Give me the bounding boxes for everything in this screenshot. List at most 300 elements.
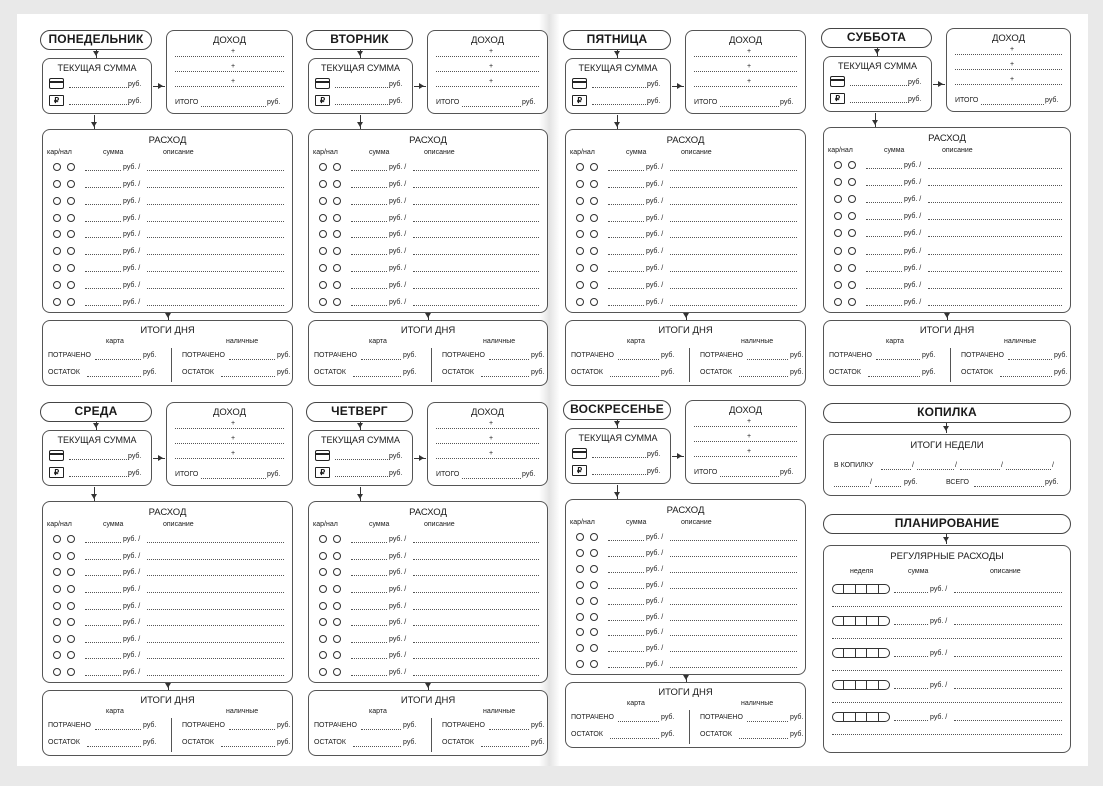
rub-slash-label: руб. / [123, 585, 141, 593]
plus-label: + [489, 48, 494, 55]
card-radio [53, 281, 61, 289]
rub-label: руб. [908, 79, 922, 86]
cash-radio [590, 247, 598, 255]
description-line [413, 559, 539, 560]
amount-line [351, 559, 387, 560]
rub-label: руб. [1054, 369, 1068, 376]
card-radio [53, 247, 61, 255]
cash-radio [333, 585, 341, 593]
piggy-line [1006, 469, 1051, 470]
card-radio [53, 635, 61, 643]
rub-slash-label: руб. / [646, 645, 664, 653]
rub-label: руб. [790, 352, 804, 359]
arrow-icon [946, 423, 947, 433]
remainder-line [739, 376, 788, 377]
card-label: карта [886, 338, 904, 345]
expense-box [565, 129, 806, 313]
remainder-label: ОСТАТОК [571, 731, 603, 738]
arrow-right-icon [153, 86, 165, 87]
cash-radio [590, 597, 598, 605]
description-line [928, 168, 1062, 169]
rub-label: руб. [531, 369, 545, 376]
rub-slash-label: руб. / [123, 231, 141, 239]
rub-label: руб. [403, 739, 417, 746]
total-label: ИТОГО [955, 97, 979, 104]
day-totals-box [42, 320, 293, 386]
cash-radio [67, 535, 75, 543]
rub-slash-label: руб. / [389, 164, 407, 171]
description-line [413, 288, 539, 289]
income-box [166, 402, 293, 486]
arrow-right-icon [672, 456, 684, 457]
expense-title: РАСХОД [409, 507, 447, 518]
description-line [147, 609, 284, 610]
amount-line [866, 185, 902, 186]
sum-line [335, 459, 390, 460]
totals-divider [171, 348, 172, 382]
rub-slash-label: руб. / [646, 629, 664, 637]
day-block [306, 30, 550, 390]
rub-label: руб. [647, 468, 661, 475]
regular-expenses-title: РЕГУЛЯРНЫЕ РАСХОДЫ [890, 551, 1004, 562]
total-label: ИТОГО [175, 471, 199, 478]
sum-line [69, 459, 129, 460]
rub-slash-label: руб. / [389, 552, 407, 560]
description-line [147, 675, 284, 676]
rub-label: руб. [403, 369, 417, 376]
description-line [928, 254, 1062, 255]
rub-slash-label: руб. / [646, 549, 664, 557]
amount-line [608, 667, 644, 668]
description-line [147, 170, 284, 171]
description-line [670, 620, 797, 621]
day-title: СРЕДА [40, 402, 152, 422]
card-icon [49, 450, 64, 461]
cash-label: наличные [226, 708, 259, 715]
remainder-line [87, 746, 141, 747]
spent-label: ПОТРАЧЕНО [182, 722, 225, 729]
card-radio [319, 618, 327, 626]
ruble-icon: ₽ [572, 95, 587, 106]
rub-label: руб. [389, 453, 403, 460]
cash-radio [333, 552, 341, 560]
plus-label: + [747, 63, 752, 70]
amount-line [351, 204, 387, 205]
card-radio [576, 597, 584, 605]
card-radio [53, 651, 61, 659]
cash-radio [333, 651, 341, 659]
rub-slash-label: руб. / [904, 281, 922, 289]
cash-radio [333, 535, 341, 543]
day-title: СУББОТА [821, 28, 932, 48]
description-header: описание [163, 149, 194, 156]
card-radio [319, 230, 327, 238]
rub-slash-label: руб. / [646, 214, 664, 222]
description-line [147, 288, 284, 289]
arrow-right-icon [414, 458, 426, 459]
rub-label: руб. [389, 470, 403, 477]
regular-expenses-box [823, 545, 1071, 753]
rub-label: руб. [522, 99, 536, 106]
income-line [436, 71, 539, 72]
rub-slash-label: руб. / [646, 180, 664, 188]
card-radio [319, 197, 327, 205]
description-line [413, 305, 539, 306]
rub-slash-label: руб. / [389, 635, 407, 643]
ruble-icon: ₽ [49, 467, 64, 478]
cash-radio [333, 602, 341, 610]
spent-line [618, 721, 659, 722]
sum-line [592, 457, 648, 458]
card-icon [49, 78, 64, 89]
card-radio [576, 628, 584, 636]
amount-line [894, 592, 928, 593]
piggy-line [974, 486, 1044, 487]
plus-label: + [231, 435, 236, 442]
income-line [436, 458, 539, 459]
card-radio [53, 264, 61, 272]
rub-slash-label: руб. / [904, 213, 922, 221]
amount-line [608, 221, 644, 222]
current-sum-box [565, 58, 671, 114]
cash-radio [848, 281, 856, 289]
card-icon [830, 76, 845, 87]
rub-slash-label: руб. / [389, 231, 407, 239]
cash-radio [590, 533, 598, 541]
cash-radio [333, 180, 341, 188]
remainder-line [610, 738, 659, 739]
plus-label: + [1010, 46, 1015, 53]
card-radio [576, 214, 584, 222]
description-line [954, 624, 1062, 625]
remainder-label: ОСТАТОК [48, 369, 80, 376]
amount-line [85, 609, 121, 610]
cash-radio [333, 298, 341, 306]
plus-label: + [231, 450, 236, 457]
income-line [436, 56, 539, 57]
card-radio [576, 163, 584, 171]
card-radio [53, 602, 61, 610]
amount-line [866, 305, 902, 306]
rub-slash-label: руб. / [389, 248, 407, 256]
day-title: ПОНЕДЕЛЬНИК [40, 30, 152, 50]
income-line [201, 106, 266, 107]
amount-line [866, 254, 902, 255]
rub-slash-label: руб. / [646, 231, 664, 239]
day-block [563, 30, 808, 390]
card-radio [319, 602, 327, 610]
arrow-right-icon [672, 86, 684, 87]
spent-label: ПОТРАЧЕНО [442, 722, 485, 729]
plus-label: + [231, 420, 236, 427]
sum-line [335, 104, 390, 105]
card-radio [53, 214, 61, 222]
rub-slash-label: руб. / [646, 248, 664, 256]
income-line [175, 71, 284, 72]
amount-line [85, 288, 121, 289]
rub-slash-label: руб. / [389, 569, 407, 577]
description-line [670, 221, 797, 222]
description-line [413, 658, 539, 659]
description-line [413, 271, 539, 272]
expense-title: РАСХОД [148, 507, 187, 518]
arrow-right-icon [414, 86, 426, 87]
rub-label: руб. [128, 453, 142, 460]
remainder-line [353, 376, 401, 377]
rub-slash-label: руб. / [904, 230, 922, 238]
cash-radio [590, 549, 598, 557]
card-radio [319, 635, 327, 643]
card-cash-header: кар/нал [313, 521, 338, 528]
card-icon [315, 450, 330, 461]
amount-line [608, 288, 644, 289]
amount-line [85, 305, 121, 306]
income-line [955, 54, 1062, 55]
amount-line [608, 187, 644, 188]
slash-label: / [1001, 462, 1003, 469]
income-line [175, 458, 284, 459]
cash-radio [333, 264, 341, 272]
remainder-line [87, 376, 141, 377]
income-box [166, 30, 293, 114]
rub-slash-label: руб. / [930, 714, 948, 721]
expense-title: РАСХОД [409, 135, 447, 146]
amount-line [866, 288, 902, 289]
description-line [928, 236, 1062, 237]
card-radio [53, 535, 61, 543]
rub-label: руб. [661, 352, 675, 359]
amount-line [85, 642, 121, 643]
description-line [147, 187, 284, 188]
rub-label: руб. [143, 722, 157, 729]
description-line [413, 187, 539, 188]
description-line [147, 237, 284, 238]
cash-radio [590, 230, 598, 238]
rub-slash-label: руб. / [389, 265, 407, 273]
amount-line [608, 204, 644, 205]
spent-line [95, 359, 141, 360]
remainder-label: ОСТАТОК [442, 369, 474, 376]
rub-label: руб. [1045, 479, 1059, 486]
rub-slash-label: руб. / [389, 298, 407, 306]
spent-label: ПОТРАЧЕНО [314, 352, 357, 359]
current-sum-title: ТЕКУЩАЯ СУММА [321, 435, 400, 445]
spent-label: ПОТРАЧЕНО [571, 714, 614, 721]
income-line [462, 106, 521, 107]
amount-line [608, 588, 644, 589]
rub-slash-label: руб. / [389, 669, 407, 676]
description-line [413, 237, 539, 238]
amount-line [608, 305, 644, 306]
description-line [670, 604, 797, 605]
card-radio [834, 247, 842, 255]
amount-header: сумма [103, 149, 124, 156]
current-sum-box [565, 428, 671, 484]
expense-box [823, 127, 1071, 313]
rub-slash-label: руб. / [123, 619, 141, 627]
description-line [413, 204, 539, 205]
description-header: описание [990, 568, 1021, 575]
week-checkboxes [832, 712, 890, 722]
rub-slash-label: руб. / [389, 652, 407, 660]
remainder-label: ОСТАТОК [182, 369, 214, 376]
card-radio [834, 264, 842, 272]
cash-radio [333, 668, 341, 676]
amount-line [351, 187, 387, 188]
arrow-right-icon [933, 84, 945, 85]
card-radio [53, 298, 61, 306]
amount-line [85, 625, 121, 626]
rub-label: руб. [267, 471, 281, 478]
cash-radio [590, 197, 598, 205]
spent-label: ПОТРАЧЕНО [961, 352, 1004, 359]
cash-radio [67, 552, 75, 560]
income-title: ДОХОД [728, 35, 763, 46]
plus-label: + [489, 63, 494, 70]
rub-slash-label: руб. / [389, 585, 407, 593]
card-radio [319, 535, 327, 543]
description-line [832, 734, 1062, 735]
arrow-icon [94, 115, 95, 129]
amount-line [85, 204, 121, 205]
amount-line [866, 219, 902, 220]
amount-line [351, 305, 387, 306]
remainder-label: ОСТАТОК [48, 739, 80, 746]
amount-line [608, 556, 644, 557]
spent-label: ПОТРАЧЕНО [700, 714, 743, 721]
rub-slash-label: руб. / [646, 597, 664, 605]
card-cash-header: кар/нал [828, 147, 853, 154]
sum-line [592, 104, 648, 105]
rub-slash-label: руб. / [646, 164, 664, 171]
card-radio [53, 230, 61, 238]
remainder-label: ОСТАТОК [961, 369, 993, 376]
amount-line [351, 675, 387, 676]
cash-radio [67, 618, 75, 626]
cash-radio [67, 281, 75, 289]
description-line [670, 588, 797, 589]
description-line [147, 254, 284, 255]
amount-line [894, 720, 928, 721]
card-radio [834, 281, 842, 289]
description-line [670, 254, 797, 255]
sum-line [850, 102, 909, 103]
plus-label: + [489, 420, 494, 427]
rub-label: руб. [128, 470, 142, 477]
card-radio [576, 533, 584, 541]
description-line [928, 271, 1062, 272]
rub-label: руб. [647, 81, 661, 88]
remainder-line [481, 376, 529, 377]
piggy-bank-block [821, 403, 1073, 501]
current-sum-title: ТЕКУЩАЯ СУММА [578, 433, 658, 443]
piggy-line [917, 469, 954, 470]
all-label: ВСЕГО [946, 479, 970, 486]
description-line [954, 720, 1062, 721]
cash-radio [590, 644, 598, 652]
rub-slash-label: руб. / [389, 602, 407, 610]
plus-label: + [747, 48, 752, 55]
week-totals-title: ИТОГИ НЕДЕЛИ [910, 440, 984, 451]
card-radio [576, 298, 584, 306]
amount-header: сумма [369, 149, 390, 156]
day-totals-title: ИТОГИ ДНЯ [400, 695, 456, 706]
rub-label: руб. [647, 98, 661, 105]
income-line [694, 441, 797, 442]
day-totals-title: ИТОГИ ДНЯ [919, 325, 975, 336]
cash-radio [590, 613, 598, 621]
card-radio [319, 247, 327, 255]
description-line [670, 540, 797, 541]
spent-label: ПОТРАЧЕНО [48, 352, 91, 359]
piggy-line [875, 486, 901, 487]
plus-label: + [747, 418, 752, 425]
cash-radio [590, 264, 598, 272]
piggy-line [881, 469, 911, 470]
current-sum-title: ТЕКУЩАЯ СУММА [838, 61, 917, 71]
remainder-label: ОСТАТОК [829, 369, 861, 376]
spent-line [1008, 359, 1052, 360]
arrow-icon [617, 485, 618, 499]
sum-line [69, 87, 129, 88]
cash-radio [848, 264, 856, 272]
amount-line [608, 237, 644, 238]
plus-label: + [231, 48, 236, 55]
description-line [670, 170, 797, 171]
spent-line [361, 359, 401, 360]
cash-radio [848, 298, 856, 306]
description-line [413, 592, 539, 593]
rub-label: руб. [908, 96, 922, 103]
arrow-icon [875, 113, 876, 127]
card-cash-header: кар/нал [570, 519, 595, 526]
rub-label: руб. [1045, 97, 1059, 104]
description-header: описание [163, 521, 194, 528]
card-radio [53, 618, 61, 626]
expense-title: РАСХОД [666, 135, 705, 146]
rub-slash-label: руб. / [123, 214, 141, 222]
spent-line [747, 359, 788, 360]
rub-label: руб. [790, 369, 804, 376]
description-line [413, 170, 539, 171]
description-line [670, 288, 797, 289]
card-label: карта [106, 338, 124, 345]
description-line [832, 702, 1062, 703]
income-line [955, 84, 1062, 85]
income-line [436, 428, 539, 429]
description-line [147, 271, 284, 272]
day-block [306, 402, 550, 760]
day-totals-box [565, 320, 806, 386]
rub-slash-label: руб. / [123, 669, 141, 676]
rub-slash-label: руб. / [123, 180, 141, 188]
cash-radio [67, 197, 75, 205]
arrow-icon [360, 422, 361, 430]
amount-line [351, 170, 387, 171]
day-totals-box [565, 682, 806, 748]
income-line [981, 104, 1044, 105]
amount-header: сумма [626, 519, 647, 526]
rub-label: руб. [128, 98, 142, 105]
description-line [147, 204, 284, 205]
card-radio [319, 264, 327, 272]
plus-label: + [747, 448, 752, 455]
card-radio [53, 585, 61, 593]
sum-line [335, 87, 390, 88]
cash-radio [590, 281, 598, 289]
remainder-label: ОСТАТОК [700, 369, 732, 376]
income-box [685, 30, 806, 114]
